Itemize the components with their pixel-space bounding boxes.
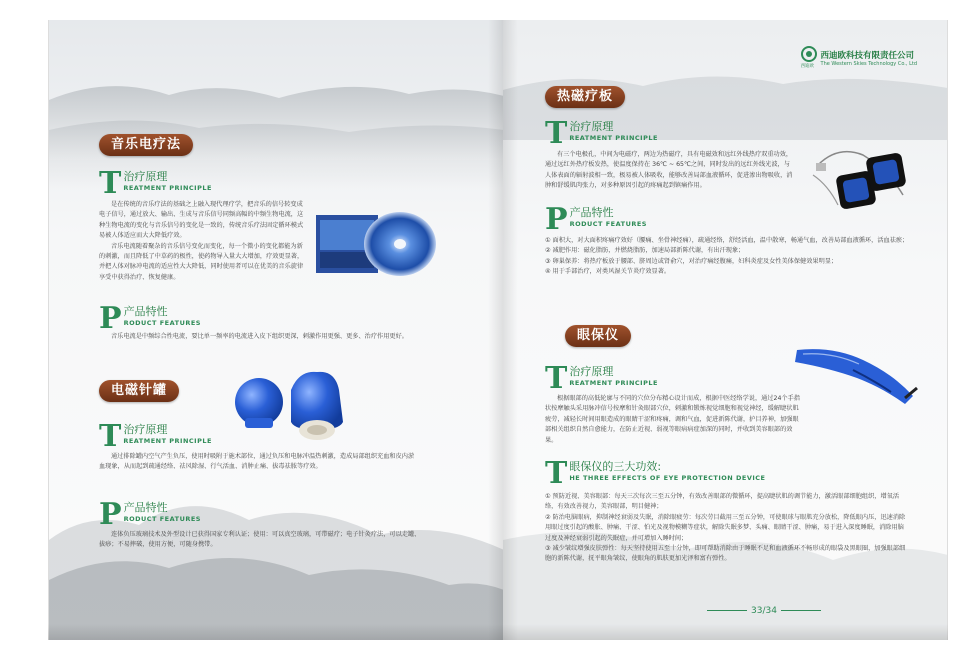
music-principle-en: REATMENT PRINCIPLE — [123, 184, 212, 192]
cupping-feature-cn: 产品特性 — [123, 501, 168, 514]
music-feature-p: 音乐电流是中频综合性电流，要比单一频率的电流进入皮下组织更深，刺激作用更强、更多、治疗作用更好。 — [111, 333, 408, 340]
heat-feature-item: ③ 卵巢保养：将热疗板放于腰部、脐周边或肾俞穴，对治疗痛经腹痛，妇科炎症及女性美体保健效果明显； — [545, 257, 838, 265]
heat-feature-list — [545, 236, 910, 278]
cupping-feature-subheading — [99, 497, 201, 532]
ornament-right-icon — [781, 610, 821, 616]
eye-principle-en: REATMENT PRINCIPLE — [569, 379, 658, 387]
music-cd-product-image — [314, 210, 444, 280]
cupping-principle-cn: 治疗原理 — [123, 423, 168, 436]
heat-feature-cn: 产品特性 — [569, 206, 614, 219]
company-name-cn: 西迪欧科技有限责任公司 — [820, 50, 915, 61]
heat-principle-p: 有三个电极孔，中间为电磁疗，两边为热磁疗，具有电磁效和远红外线热疗双重功效，通过远红外热疗板发热，使温度保持在 36℃ ~ 65℃之间，同时发出的远红外线光波，与人体表面的辐射波相一致，极易被人体吸收，能够改善局部血液循环，促进渗出物吸收，消肿和舒缓肌肉张力，对多种原因引起的疼痛起到镇痛作用。 — [545, 151, 793, 190]
music-feature-cn: 产品特性 — [123, 305, 168, 318]
page-number-text: 33/34 — [751, 606, 777, 616]
music-feature-subheading — [99, 301, 201, 336]
music-principle-text — [99, 200, 304, 283]
cupping-feature-p: 连体负压玻璃技术及外型设计已获得国家专利认证；使用：可以真空玻璃，可带磁疗；电子针灸疗法，可以走罐、拔痧；不易摔破，使用方便，可随身携带。 — [99, 531, 421, 549]
cupping-heading: 电磁针罐 — [99, 380, 179, 402]
eye-effects-list — [545, 492, 910, 565]
electromagnetic-cup-product-image — [219, 370, 369, 445]
brochure-spread — [48, 20, 948, 640]
heat-feature-item: ① 面积大，对大面积疼痛疗效好（腰痛、坐骨神经痛），疏通经络，舒经活血，温中散寒，畅通气血，改善局部血液循环，活血祛瘀； — [545, 237, 909, 244]
p-initial-icon: P — [99, 301, 122, 336]
cupping-principle-subheading — [99, 419, 212, 454]
heat-feature-subheading — [545, 202, 647, 237]
heat-feature-en: RODUCT FEATURES — [569, 220, 647, 228]
cupping-principle-text — [99, 452, 419, 473]
eye-principle-text — [545, 394, 800, 446]
page-bottom-shadow — [48, 624, 948, 640]
music-feature-text — [99, 332, 439, 342]
company-logo-icon — [801, 46, 817, 62]
company-name-en: The Western Skies Technology Co., Ltd — [820, 60, 917, 67]
ornament-left-icon — [707, 610, 747, 616]
eye-effect-item: ② 防治电脑眼病，抑制神经衰弱及失眠，消除眼疲劳：每次劳目截用三至五分钟，可使眼球与眼肌充分放松，降低眼内压，迅速消除用眼过度引起的酸胀、肿痛、干涩、怕光及视物模糊等症状，解除失眠多梦、头痛、眼睛干涩、肿痛，易于进入深度睡眠，消除用脑过度及神经衰弱引起的失眠症，并可增加入睡时间； — [545, 513, 906, 542]
eye-massager-product-image — [793, 340, 923, 410]
eye-protector-heading: 眼保仪 — [565, 325, 631, 347]
heat-principle-subheading — [545, 116, 658, 151]
eye-principle-subheading — [545, 361, 658, 396]
book-gutter-shadow — [488, 20, 518, 640]
music-feature-en: RODUCT FEATURES — [123, 319, 201, 327]
p-initial-icon: P — [99, 497, 122, 532]
t-initial-icon: T — [545, 456, 568, 491]
cupping-feature-text — [99, 530, 424, 551]
eye-principle-p: 根据眼部的高低轮廓与不同的穴位分布精心设计而成，根据中医经络学说，通过24个手指状按摩触头采用脉冲信号按摩和针灸眼部穴位，刺激和锻炼视觉细胞和视觉神经，缓解睫状肌疲劳，减轻长时间用眼造成的眼睛干涩和疼痛，调和气血，促进新陈代谢，护目养神，加强眼部相关组织自然自愈能力，在防止近视、弱视等眼病病症加深的同时，并收到美容眼部的效果。 — [545, 395, 800, 444]
eye-principle-cn: 治疗原理 — [569, 365, 614, 378]
t-initial-icon: T — [99, 166, 122, 201]
cupping-principle-p: 通过排除罐内空气产生负压，使用时吸附于施术部位，通过负压和电脉冲温热刺激，造成局部组织充血和皮内淤血现象，从而起到疏通经络、祛风除湿、行气活血、消肿止痛、拔毒祛脓等疗效。 — [99, 453, 415, 471]
music-principle-p1: 是在传统的音乐疗法的基础之上融入现代理疗学，把音乐的信号转变成电子信号，通过放大、输出、生成与音乐信号同频高幅的中频生物电流，这种生物电流的变化与音乐信号的变化是一致的，传统音乐疗法固定循环模式易被人体适应而大大降低疗效。 — [99, 201, 304, 240]
heat-principle-cn: 治疗原理 — [569, 120, 614, 133]
heat-magnetic-pad-product-image — [808, 135, 918, 220]
p-initial-icon: P — [545, 202, 568, 237]
eye-effects-subheading — [545, 456, 766, 491]
heat-feature-item: ② 减肥作用：磁化脂肪，并燃烧脂肪，加速局部新陈代谢，有出汗现象； — [545, 247, 745, 255]
cupping-principle-en: REATMENT PRINCIPLE — [123, 437, 212, 445]
music-principle-subheading — [99, 166, 212, 201]
cupping-feature-en: RODUCT FEATURES — [123, 515, 201, 523]
music-principle-p2: 音乐电流随着聚杂的音乐信号变化而变化，每一个微小的变化都能为新的刺激，而且降低了中草药的极性，使药物导入量大大增加，疗效更显著，并把人体对脉冲电流的适应性大大降低，同时使用者可以在优美的音乐旋律享受中获得治疗、恢复健康。 — [99, 242, 304, 281]
left-page — [48, 20, 503, 640]
company-logo-caption: 西迪欧 — [800, 64, 815, 69]
eye-effects-en: HE THREE EFFECTS OF EYE PROTECTION DEVICE — [569, 474, 766, 482]
music-therapy-heading: 音乐电疗法 — [99, 134, 193, 156]
right-page — [503, 20, 948, 640]
heat-principle-text — [545, 150, 795, 192]
music-principle-cn: 治疗原理 — [123, 170, 168, 183]
heat-principle-en: REATMENT PRINCIPLE — [569, 134, 658, 142]
eye-effects-cn: 眼保仪的三大功效: — [569, 460, 662, 473]
t-initial-icon: T — [99, 419, 122, 454]
t-initial-icon: T — [545, 116, 568, 151]
company-logo — [801, 46, 917, 69]
t-initial-icon: T — [545, 361, 568, 396]
eye-effect-item: ① 预防近视、美容眼部：每天三次每次三至五分钟，有效改善眼部的微循环，提高睫状肌的调节能力，激活眼部细胞组织，增氧活络，有效改善视力，美容眼部，明目健神； — [545, 493, 900, 511]
page-number — [703, 606, 825, 616]
heat-feature-item: ④ 用于手部治疗，对类风湿关节炎疗效显著。 — [545, 268, 671, 276]
eye-effect-item: ③ 减少皱纹增强皮肤弹性：每天坚持使用五至十分钟，即可帮助消除由于睡眠不足和血液循环不畅形成的眼袋及黑眼圈，加强眼部细胞的新陈代谢，抚平眼角皱纹，使眼角的肌肤更加光泽和富有弹性。 — [545, 545, 906, 563]
heat-magnetic-board-heading: 热磁疗板 — [545, 86, 625, 108]
